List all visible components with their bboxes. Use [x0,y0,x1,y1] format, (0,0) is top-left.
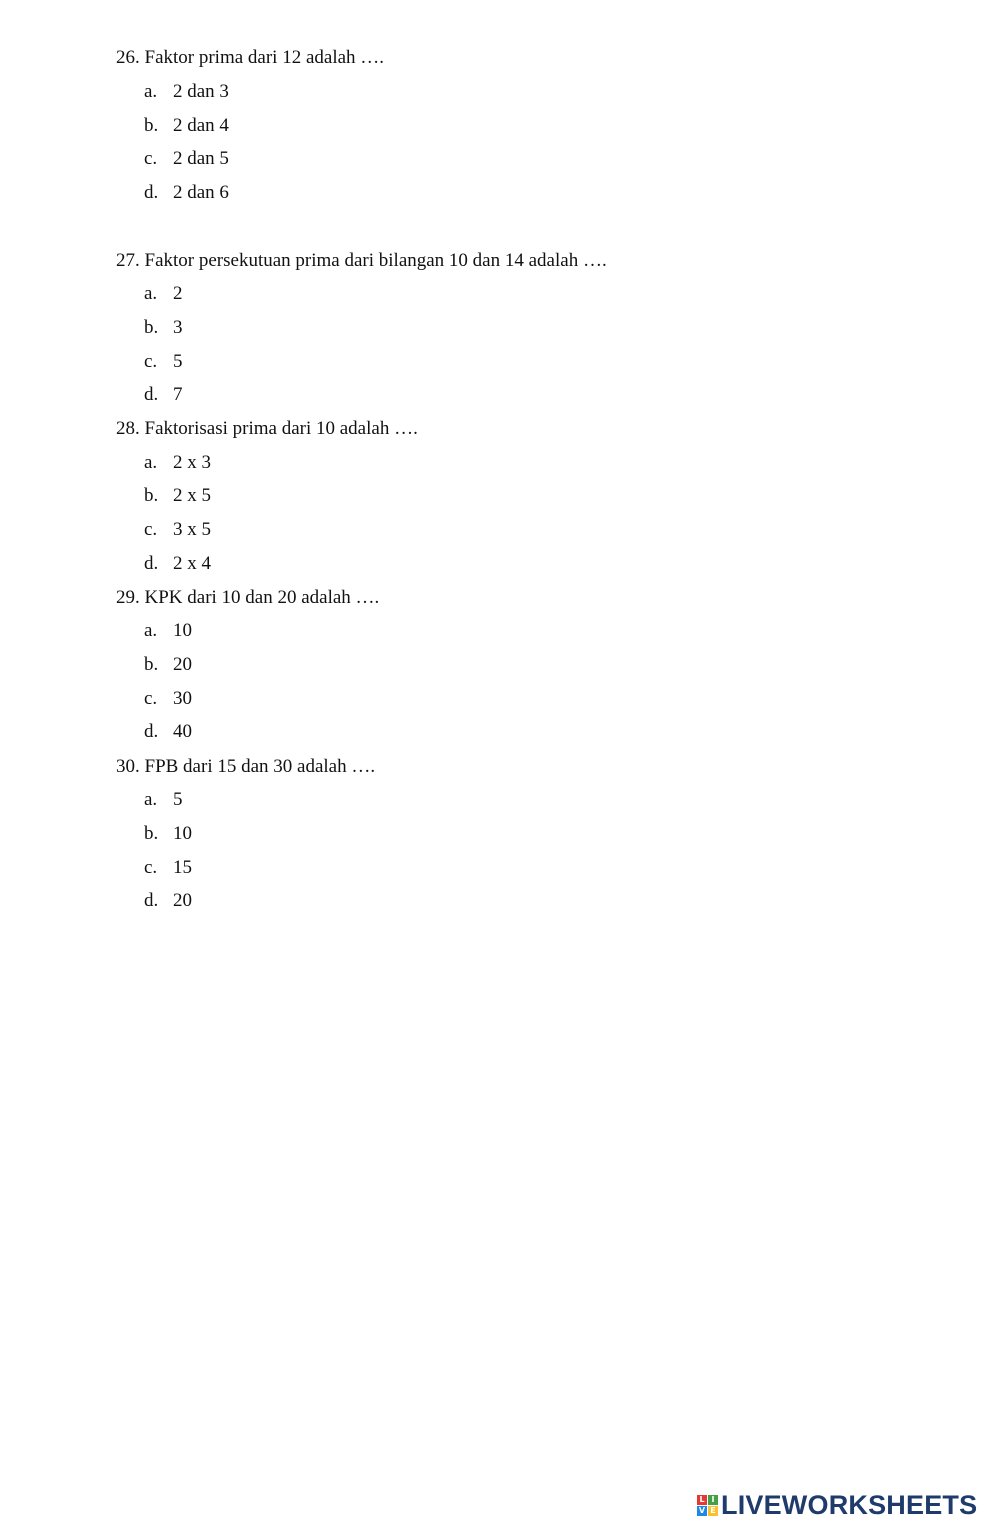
liveworksheets-logo [697,1490,977,1520]
question-number: 26. [116,47,140,68]
question-text: FPB dari 15 dan 30 adalah …. [144,756,376,777]
option-28b [144,485,211,507]
option-text: 2 dan 4 [173,115,229,136]
option-28c [144,519,211,541]
option-29c [144,688,192,710]
option-text: 7 [173,384,183,405]
option-letter: b. [144,485,159,506]
option-text: 2 x 4 [173,553,211,574]
option-text: 2 x 3 [173,452,211,473]
option-29b [144,654,192,676]
question-text: Faktorisasi prima dari 10 adalah …. [144,418,418,439]
option-26d [144,182,229,204]
option-letter: d. [144,721,159,742]
logo-blocks-icon [697,1495,718,1516]
question-number: 30. [116,756,140,777]
option-26a [144,81,229,103]
option-26b [144,115,229,137]
logo-block-l: L [697,1495,707,1505]
option-letter: a. [144,283,158,304]
option-text: 30 [173,688,192,709]
option-text: 5 [173,351,183,372]
option-letter: d. [144,182,159,203]
option-text: 20 [173,890,192,911]
option-letter: b. [144,823,159,844]
option-30c [144,857,192,879]
question-text: KPK dari 10 dan 20 adalah …. [144,587,380,608]
option-text: 2 x 5 [173,485,211,506]
option-26c [144,148,229,170]
option-30b [144,823,192,845]
option-letter: c. [144,148,158,169]
option-letter: a. [144,452,158,473]
logo-text: LIVEWORKSHEETS [721,1489,978,1520]
question-29 [116,587,379,609]
option-text: 2 dan 3 [173,81,229,102]
question-number: 28. [116,418,140,439]
option-letter: a. [144,789,158,810]
option-30d [144,890,192,912]
option-letter: b. [144,654,159,675]
option-letter: c. [144,688,158,709]
question-number: 29. [116,587,140,608]
option-letter: a. [144,81,158,102]
option-text: 2 dan 6 [173,182,229,203]
option-letter: d. [144,384,159,405]
question-28 [116,418,418,440]
option-letter: b. [144,317,159,338]
option-27c [144,351,183,373]
question-30 [116,756,375,778]
option-27d [144,384,183,406]
option-text: 10 [173,823,192,844]
option-29d [144,721,192,743]
option-letter: d. [144,890,159,911]
option-text: 2 dan 5 [173,148,229,169]
option-letter: c. [144,857,158,878]
logo-block-e: E [708,1506,718,1516]
option-letter: c. [144,519,158,540]
question-26 [116,47,384,69]
option-28d [144,553,211,575]
question-27 [116,250,607,272]
option-letter: d. [144,553,159,574]
question-number: 27. [116,250,140,271]
logo-block-v: V [698,1505,706,1515]
question-text: Faktor prima dari 12 adalah …. [144,47,385,68]
option-text: 10 [173,620,192,641]
option-text: 40 [173,721,192,742]
option-text: 20 [173,654,192,675]
question-text: Faktor persekutuan prima dari bilangan 10 dan 14 adalah …. [144,250,607,271]
option-text: 2 [173,283,183,304]
option-letter: a. [144,620,158,641]
option-29a [144,620,192,642]
option-text: 3 [173,317,183,338]
option-30a [144,789,183,811]
option-letter: b. [144,115,159,136]
option-text: 3 x 5 [173,519,211,540]
logo-block-i: I [708,1495,718,1505]
option-text: 5 [173,789,183,810]
option-text: 15 [173,857,192,878]
option-27b [144,317,183,339]
option-27a [144,283,183,305]
option-28a [144,452,211,474]
option-letter: c. [144,351,158,372]
